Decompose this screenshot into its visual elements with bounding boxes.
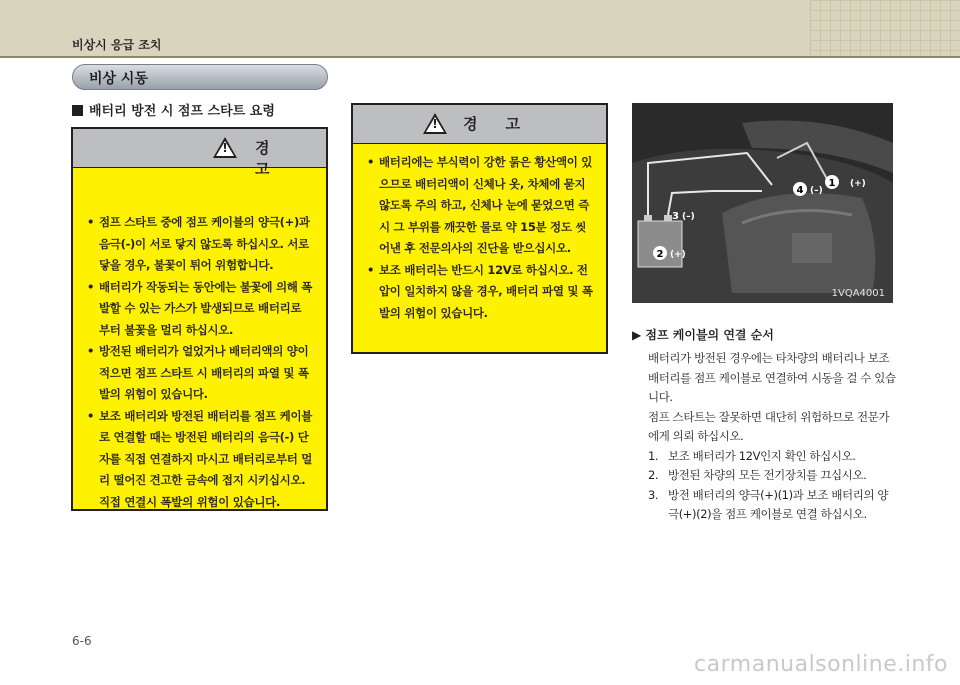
jump-start-photo (632, 103, 893, 303)
play-arrow-icon: ▶ (632, 328, 646, 342)
label-1-sign: (+) (850, 179, 866, 189)
warning-list-left (73, 168, 326, 513)
warning-header (73, 129, 326, 178)
engine-bay-illustration (632, 103, 893, 303)
paragraph: 점프 스타트는 잘못하면 대단히 위험하므로 전문가에게 의뢰 하십시오. (648, 409, 890, 443)
label-2: 2 (656, 249, 664, 260)
step-text: 방전된 차량의 모든 전기장치를 끄십시오. (668, 468, 867, 482)
page-heading-text: 배터리 방전 시 점프 스타트 요령 (89, 104, 275, 119)
step-text: 방전 배터리의 양극(+)(1)과 보조 배터리의 양극(+)(2)을 점프 케이블로 연결 하십시오. (668, 487, 889, 521)
warning-title: 경고 (255, 139, 298, 178)
sequence-heading (632, 326, 774, 343)
warning-item: • 점프 스타트 중에 점프 케이블의 양극(+)과 음극(-)이 서로 닿지 않도록 하십시오. 서로 닿을 경우, 불꽃이 튀어 위험합니다. (87, 212, 314, 277)
warning-box-left (71, 127, 328, 511)
warning-item: • 보조 배터리는 반드시 12V로 하십시오. 전압이 일치하지 않을 경우, 배터리 파열 및 폭발의 위험이 있습니다. (367, 260, 594, 325)
step-item (648, 466, 898, 486)
sequence-title: 점프 케이블의 연결 순서 (645, 328, 774, 342)
topic-pill-label: 비상 시동 (89, 71, 148, 87)
label-2-sign: (+) (670, 250, 686, 260)
warning-item: • 보조 배터리와 방전된 배터리를 점프 케이블로 연결할 때는 방전된 배터리의 음극(-) 단자를 직접 연결하지 마시고 배터리로부터 멀리 떨어진 견고한 금속에 접지 시키십시오. 직접 연결시 폭발의 위험이 있습니다. (87, 406, 314, 514)
steps-list (648, 447, 898, 525)
sequence-body (648, 349, 898, 525)
warning-box-middle (351, 103, 608, 354)
warning-list-middle (353, 144, 606, 324)
watermark: carmanualsonline.info (694, 652, 948, 677)
header-divider (0, 56, 960, 58)
step-item (648, 447, 898, 467)
exclamation-icon: ! (432, 117, 438, 131)
warning-title: 경고 (463, 115, 548, 133)
step-number: 1. (648, 448, 659, 463)
step-number: 2. (648, 468, 659, 482)
label-1: 1 (828, 178, 836, 189)
label-3-sign: (–) (682, 212, 695, 222)
step-number: 3. (648, 487, 659, 502)
section-title: 비상시 응급 조치 (72, 38, 162, 52)
label-4-sign: (–) (810, 186, 823, 196)
paragraph: 배터리가 방전된 경우에는 타차량의 배터리나 보조 배터리를 점프 케이블로 연결하여 시동을 걸 수 있습니다. (648, 351, 896, 404)
step-item (648, 486, 898, 525)
page-heading (72, 100, 275, 119)
exclamation-icon: ! (222, 141, 228, 155)
warning-item: • 배터리가 작동되는 동안에는 불꽃에 의해 폭발할 수 있는 가스가 발생되므로 배터리로 부터 불꽃을 멀리 하십시오. (87, 277, 314, 342)
topic-pill (72, 64, 328, 90)
warning-item: • 방전된 배터리가 얼었거나 배터리액의 양이 적으면 점프 스타트 시 배터리의 파열 및 폭발의 위험이 있습니다. (87, 341, 314, 406)
step-text: 보조 배터리가 12V인지 확인 하십시오. (668, 448, 856, 463)
square-bullet-icon (72, 105, 83, 116)
label-4: 4 (796, 185, 804, 196)
page-number: 6-6 (72, 634, 92, 648)
warning-header (353, 105, 606, 144)
figure-code: 1VQA4001 (831, 288, 885, 299)
label-3: 3 (672, 211, 679, 222)
warning-item: • 배터리에는 부식력이 강한 묽은 황산액이 있으므로 배터리액이 신체나 옷, 차체에 묻지 않도록 주의 하고, 신체나 눈에 묻었으면 즉시 그 부위를 깨끗한 물로 약 15분 정도 씻어낸 후 전문의사의 진단을 받으십시오. (367, 152, 594, 260)
header-grid-decoration (810, 0, 960, 56)
